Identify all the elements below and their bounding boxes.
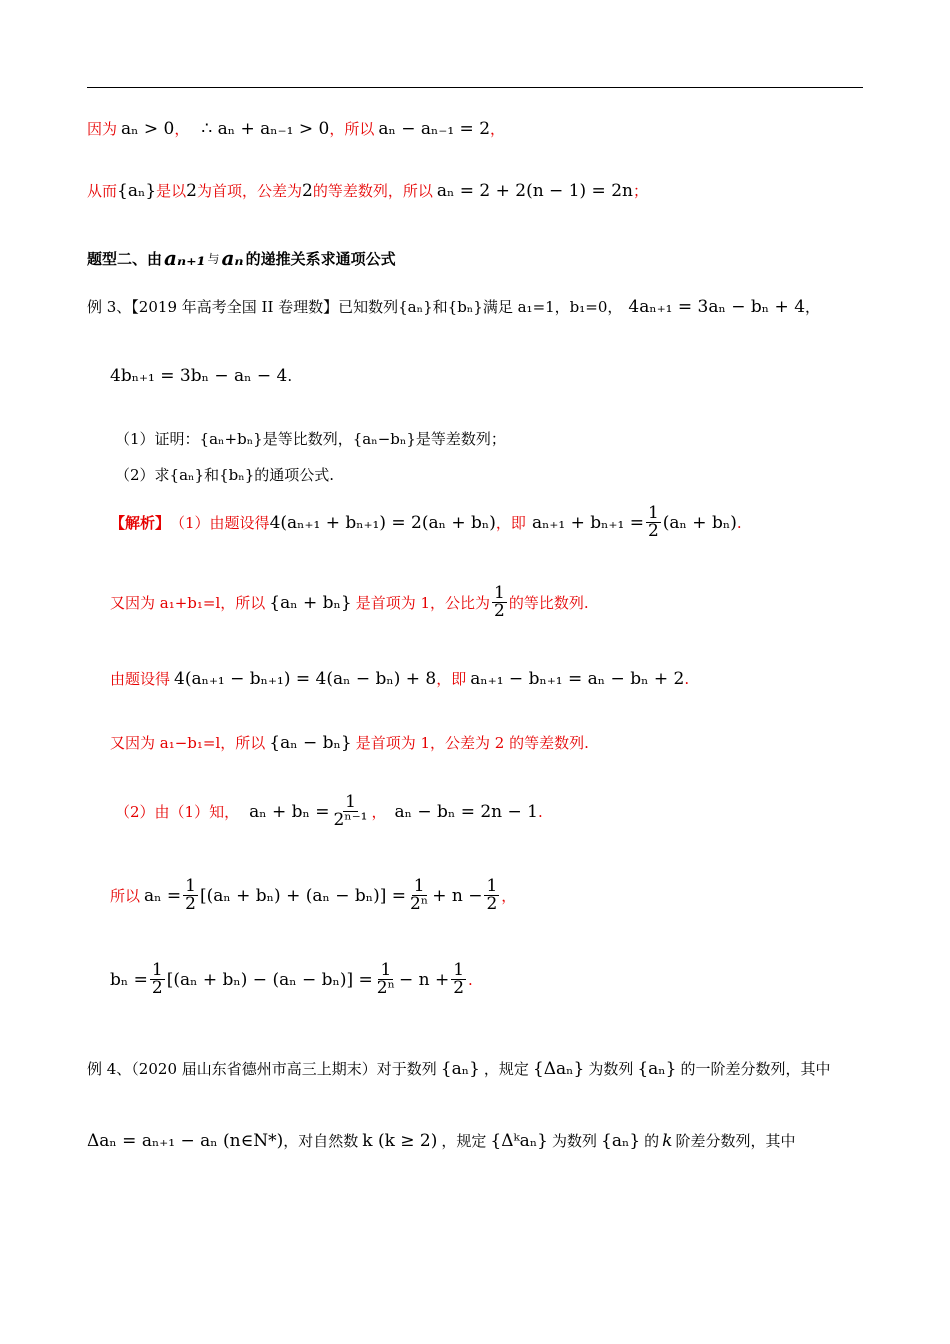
- math-expression: {Δaₙ}: [532, 1058, 585, 1079]
- math-expression: {aₙ + bₙ}: [269, 592, 352, 613]
- text: ，: [371, 803, 387, 821]
- math-expression: aₙ₊₁ − bₙ₊₁ = aₙ − bₙ + 2: [470, 668, 685, 689]
- text: 为数列: [552, 1132, 598, 1150]
- fraction: $\frac{1}{\text{2ⁿ}}$: [376, 960, 395, 998]
- text: （2）由（1）知，: [115, 803, 240, 821]
- math-expression: aₙ > 0: [121, 118, 175, 139]
- math-expression: {Δᵏaₙ}: [490, 1130, 548, 1151]
- text: （2）求{aₙ}和{bₙ}的通项公式.: [115, 466, 335, 484]
- math-expression: aₙ + bₙ =: [249, 801, 330, 822]
- text: ，所以: [329, 120, 375, 138]
- text: ，即: [436, 670, 467, 688]
- text: .: [287, 367, 293, 385]
- math-expression: 4bₙ₊₁ = 3bₙ − aₙ − 4: [110, 366, 288, 386]
- solution-bn-formula: [110, 962, 950, 997]
- text: ，规定: [441, 1132, 487, 1150]
- header-rule: [87, 87, 863, 88]
- math-expression: aₙ = 2 + 2(n − 1) = 2n: [436, 180, 633, 201]
- solution-line-1: [87, 118, 950, 139]
- example-4-statement: [87, 1058, 950, 1079]
- example-4-definition: [87, 1130, 950, 1151]
- question-1: [115, 428, 950, 449]
- text: .: [684, 669, 690, 688]
- math-expression: [(aₙ + bₙ) + (aₙ − bₙ)] =: [199, 885, 407, 906]
- math-expression: aₙ − bₙ = 2n − 1: [394, 801, 538, 822]
- math-expression: {aₙ}: [601, 1130, 641, 1151]
- fraction: $\frac{1}{\text{2ⁿ}}$: [410, 876, 429, 914]
- text: ，: [805, 298, 821, 316]
- math-expression: + n −: [432, 885, 483, 906]
- math-expression: {aₙ}: [117, 180, 157, 201]
- math-expression: ∴ aₙ + aₙ₋₁ > 0: [201, 118, 330, 139]
- fraction: $\frac{1}{2}$: [494, 583, 505, 621]
- text: 阶差分数列，其中: [675, 1132, 796, 1150]
- solution-line-difference: [110, 668, 950, 689]
- text: ，: [174, 120, 190, 138]
- math-expression: k (k ≥ 2): [362, 1130, 438, 1151]
- math-expression: aₙ: [221, 246, 244, 270]
- text: .: [468, 970, 473, 989]
- text: ，对自然数: [283, 1132, 359, 1150]
- heading-text: 的递推关系求通项公式: [245, 249, 396, 268]
- text: 是首项为 1，公比为: [355, 594, 491, 612]
- math-expression: 4(aₙ₊₁ − bₙ₊₁) = 4(aₙ − bₙ) + 8: [174, 668, 437, 689]
- text: ，: [490, 120, 506, 138]
- math-expression: bₙ =: [110, 969, 148, 990]
- text: 因为: [87, 120, 118, 138]
- solution-line-2: [87, 180, 950, 201]
- example-3-statement: [87, 296, 950, 317]
- text: 的等差数列，所以: [312, 182, 433, 200]
- text: ，: [501, 887, 517, 905]
- text: 的: [644, 1132, 660, 1150]
- text: 为数列: [588, 1060, 634, 1078]
- fraction: $\frac{1}{2}$: [151, 960, 163, 998]
- text: 是以: [156, 182, 187, 200]
- section-heading: [87, 246, 950, 270]
- text: 的等比数列.: [508, 594, 589, 612]
- text: （1）证明：{aₙ+bₙ}是等比数列，{aₙ−bₙ}是等差数列；: [115, 430, 506, 448]
- math-expression: 4(aₙ₊₁ + bₙ₊₁) = 2(aₙ + bₙ): [269, 512, 496, 533]
- text: ，规定: [483, 1060, 529, 1078]
- math-expression: 2: [302, 180, 313, 201]
- math-expression: aₙ =: [144, 885, 182, 906]
- text: 由题设得: [110, 670, 171, 688]
- math-expression: {aₙ}: [440, 1058, 480, 1079]
- text: 是首项为 1，公差为 2 的等差数列.: [355, 734, 589, 752]
- math-expression: {aₙ − bₙ}: [269, 732, 352, 753]
- text: .: [537, 802, 543, 821]
- text: 从而: [87, 182, 118, 200]
- solution-line-arithmetic: [110, 732, 950, 753]
- fraction: $\frac{1}{2}$: [185, 876, 196, 914]
- math-expression: Δaₙ = aₙ₊₁ − aₙ (n∈N*): [87, 1130, 284, 1151]
- math-expression: {aₙ}: [637, 1058, 677, 1079]
- math-expression: 2: [186, 180, 197, 201]
- fraction: $\frac{1}{2}$: [453, 960, 465, 998]
- text: 例 4、（2020 届山东省德州市高三上期末）对于数列: [87, 1060, 437, 1078]
- math-expression: (aₙ + bₙ): [662, 512, 737, 533]
- solution-an-formula: [110, 878, 950, 913]
- text: 的一阶差分数列，其中: [680, 1060, 831, 1078]
- analysis-label: 【解析】: [110, 514, 171, 532]
- text: 又因为 a₁−b₁=l，所以: [110, 734, 266, 752]
- math-expression: aₙ₊₁ + bₙ₊₁ =: [531, 512, 644, 533]
- math-expression: aₙ − aₙ₋₁ = 2: [378, 118, 491, 139]
- text: ；: [632, 182, 648, 200]
- math-expression: aₙ₊₁: [164, 246, 206, 270]
- heading-text: 题型二、由: [87, 249, 163, 268]
- text: ，即: [495, 514, 526, 532]
- text: 又因为 a₁+b₁=l，所以: [110, 594, 266, 612]
- text: 所以: [110, 887, 141, 905]
- fraction: $\frac{1}{2}$: [647, 503, 659, 541]
- solution-part-2: [115, 794, 950, 829]
- fraction: $\frac{1}{2}$: [486, 876, 498, 914]
- math-expression: 4aₙ₊₁ = 3aₙ − bₙ + 4: [628, 296, 806, 317]
- fraction: $\frac{1}{\text{2ⁿ⁻¹}}$: [333, 792, 368, 830]
- solution-part-1: [110, 505, 950, 540]
- math-expression: − n +: [398, 969, 450, 990]
- text: 为首项，公差为: [196, 182, 302, 200]
- text: 例 3、【2019 年高考全国 II 卷理数】已知数列{aₙ}和{bₙ}满足 a₁=1，b₁=0，: [87, 298, 623, 316]
- heading-text: 与: [207, 251, 220, 266]
- question-2: [115, 464, 950, 485]
- math-expression: k: [662, 1130, 673, 1151]
- math-expression: [(aₙ + bₙ) − (aₙ − bₙ)] =: [166, 969, 373, 990]
- text: .: [736, 513, 742, 532]
- example-3-recurrence: [110, 366, 950, 386]
- text: （1）由题设得: [170, 514, 270, 532]
- solution-line-geometric: [110, 585, 950, 620]
